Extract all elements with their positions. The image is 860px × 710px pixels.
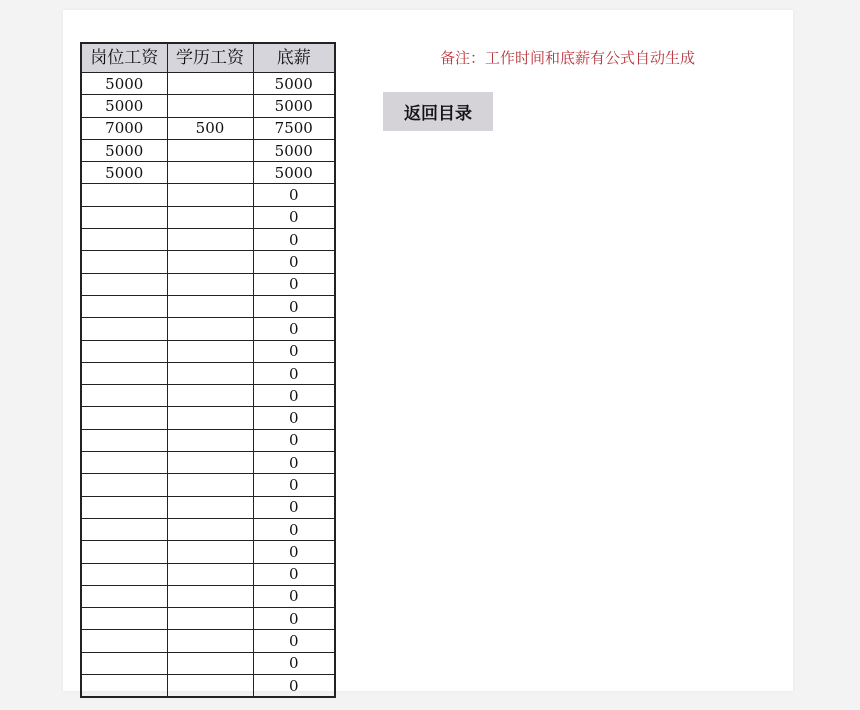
table-row: [81, 229, 335, 251]
table-row: [81, 675, 335, 698]
position-salary-cell[interactable]: [81, 496, 167, 518]
table-row: [81, 385, 335, 407]
base-salary-cell[interactable]: 0: [253, 452, 335, 474]
education-salary-cell[interactable]: [167, 407, 253, 429]
base-salary-cell[interactable]: 0: [253, 630, 335, 652]
base-salary-cell[interactable]: 0: [253, 429, 335, 451]
header-position-salary[interactable]: 岗位工资: [81, 43, 167, 73]
education-salary-cell[interactable]: 500: [167, 117, 253, 139]
education-salary-cell[interactable]: [167, 518, 253, 540]
position-salary-cell[interactable]: [81, 407, 167, 429]
table-row: [81, 206, 335, 228]
table-row: [81, 139, 335, 161]
position-salary-cell[interactable]: [81, 206, 167, 228]
base-salary-cell[interactable]: 0: [253, 496, 335, 518]
position-salary-cell[interactable]: [81, 429, 167, 451]
education-salary-cell[interactable]: [167, 162, 253, 184]
table-row: [81, 117, 335, 139]
base-salary-cell[interactable]: 0: [253, 385, 335, 407]
position-salary-cell[interactable]: [81, 675, 167, 698]
base-salary-cell[interactable]: 5000: [253, 73, 335, 95]
table-header-row: [81, 43, 335, 73]
education-salary-cell[interactable]: [167, 385, 253, 407]
position-salary-cell[interactable]: [81, 630, 167, 652]
table-row: [81, 340, 335, 362]
position-salary-cell[interactable]: [81, 385, 167, 407]
position-salary-cell[interactable]: [81, 608, 167, 630]
position-salary-cell[interactable]: [81, 273, 167, 295]
base-salary-cell[interactable]: 0: [253, 295, 335, 317]
base-salary-cell[interactable]: 0: [253, 541, 335, 563]
table-row: [81, 496, 335, 518]
table-row: [81, 295, 335, 317]
education-salary-cell[interactable]: [167, 273, 253, 295]
education-salary-cell[interactable]: [167, 318, 253, 340]
table-row: [81, 184, 335, 206]
position-salary-cell[interactable]: [81, 184, 167, 206]
education-salary-cell[interactable]: [167, 541, 253, 563]
position-salary-cell[interactable]: 5000: [81, 73, 167, 95]
position-salary-cell[interactable]: [81, 295, 167, 317]
base-salary-cell[interactable]: 5000: [253, 162, 335, 184]
table-row: [81, 518, 335, 540]
education-salary-cell[interactable]: [167, 206, 253, 228]
base-salary-cell[interactable]: 0: [253, 184, 335, 206]
base-salary-cell[interactable]: 0: [253, 474, 335, 496]
education-salary-cell[interactable]: [167, 675, 253, 698]
position-salary-cell[interactable]: [81, 452, 167, 474]
base-salary-cell[interactable]: 0: [253, 318, 335, 340]
base-salary-cell[interactable]: 0: [253, 273, 335, 295]
table-row: [81, 407, 335, 429]
table-row: [81, 251, 335, 273]
base-salary-cell[interactable]: 0: [253, 362, 335, 384]
position-salary-cell[interactable]: [81, 585, 167, 607]
education-salary-cell[interactable]: [167, 362, 253, 384]
base-salary-cell[interactable]: 0: [253, 518, 335, 540]
base-salary-cell[interactable]: 0: [253, 675, 335, 698]
position-salary-cell[interactable]: 7000: [81, 117, 167, 139]
base-salary-cell[interactable]: 0: [253, 407, 335, 429]
header-education-salary[interactable]: 学历工资: [167, 43, 253, 73]
education-salary-cell[interactable]: [167, 251, 253, 273]
position-salary-cell[interactable]: [81, 362, 167, 384]
base-salary-cell[interactable]: 5000: [253, 139, 335, 161]
base-salary-cell[interactable]: 5000: [253, 95, 335, 117]
back-to-menu-button[interactable]: 返回目录: [383, 92, 493, 131]
table-row: [81, 362, 335, 384]
education-salary-cell[interactable]: [167, 474, 253, 496]
table-row: [81, 273, 335, 295]
base-salary-cell[interactable]: 0: [253, 652, 335, 674]
education-salary-cell[interactable]: [167, 95, 253, 117]
table-row: [81, 95, 335, 117]
education-salary-cell[interactable]: [167, 652, 253, 674]
position-salary-cell[interactable]: [81, 229, 167, 251]
position-salary-cell[interactable]: 5000: [81, 162, 167, 184]
education-salary-cell[interactable]: [167, 139, 253, 161]
position-salary-cell[interactable]: [81, 474, 167, 496]
base-salary-cell[interactable]: 0: [253, 229, 335, 251]
base-salary-cell[interactable]: 0: [253, 340, 335, 362]
position-salary-cell[interactable]: [81, 563, 167, 585]
position-salary-cell[interactable]: 5000: [81, 139, 167, 161]
education-salary-cell[interactable]: [167, 608, 253, 630]
table-row: [81, 474, 335, 496]
base-salary-cell[interactable]: 0: [253, 206, 335, 228]
table-row: [81, 585, 335, 607]
education-salary-cell[interactable]: [167, 295, 253, 317]
education-salary-cell[interactable]: [167, 229, 253, 251]
table-row: [81, 652, 335, 674]
table-row: [81, 630, 335, 652]
position-salary-cell[interactable]: [81, 518, 167, 540]
education-salary-cell[interactable]: [167, 340, 253, 362]
base-salary-cell[interactable]: 0: [253, 251, 335, 273]
salary-table: [80, 42, 336, 698]
education-salary-cell[interactable]: [167, 184, 253, 206]
position-salary-cell[interactable]: [81, 652, 167, 674]
formula-note: 备注：工作时间和底薪有公式自动生成: [440, 49, 696, 67]
education-salary-cell[interactable]: [167, 563, 253, 585]
education-salary-cell[interactable]: [167, 496, 253, 518]
table-row: [81, 541, 335, 563]
base-salary-cell[interactable]: 7500: [253, 117, 335, 139]
header-base-salary[interactable]: 底薪: [253, 43, 335, 73]
table-row: [81, 608, 335, 630]
position-salary-cell[interactable]: [81, 251, 167, 273]
base-salary-cell[interactable]: 0: [253, 608, 335, 630]
table-row: [81, 162, 335, 184]
table-row: [81, 452, 335, 474]
table-row: [81, 429, 335, 451]
table-row: [81, 73, 335, 95]
table-row: [81, 563, 335, 585]
education-salary-cell[interactable]: [167, 429, 253, 451]
education-salary-cell[interactable]: [167, 73, 253, 95]
base-salary-cell[interactable]: 0: [253, 585, 335, 607]
position-salary-cell[interactable]: [81, 340, 167, 362]
base-salary-cell[interactable]: 0: [253, 563, 335, 585]
position-salary-cell[interactable]: [81, 541, 167, 563]
education-salary-cell[interactable]: [167, 630, 253, 652]
education-salary-cell[interactable]: [167, 452, 253, 474]
position-salary-cell[interactable]: [81, 318, 167, 340]
education-salary-cell[interactable]: [167, 585, 253, 607]
table-row: [81, 318, 335, 340]
position-salary-cell[interactable]: 5000: [81, 95, 167, 117]
